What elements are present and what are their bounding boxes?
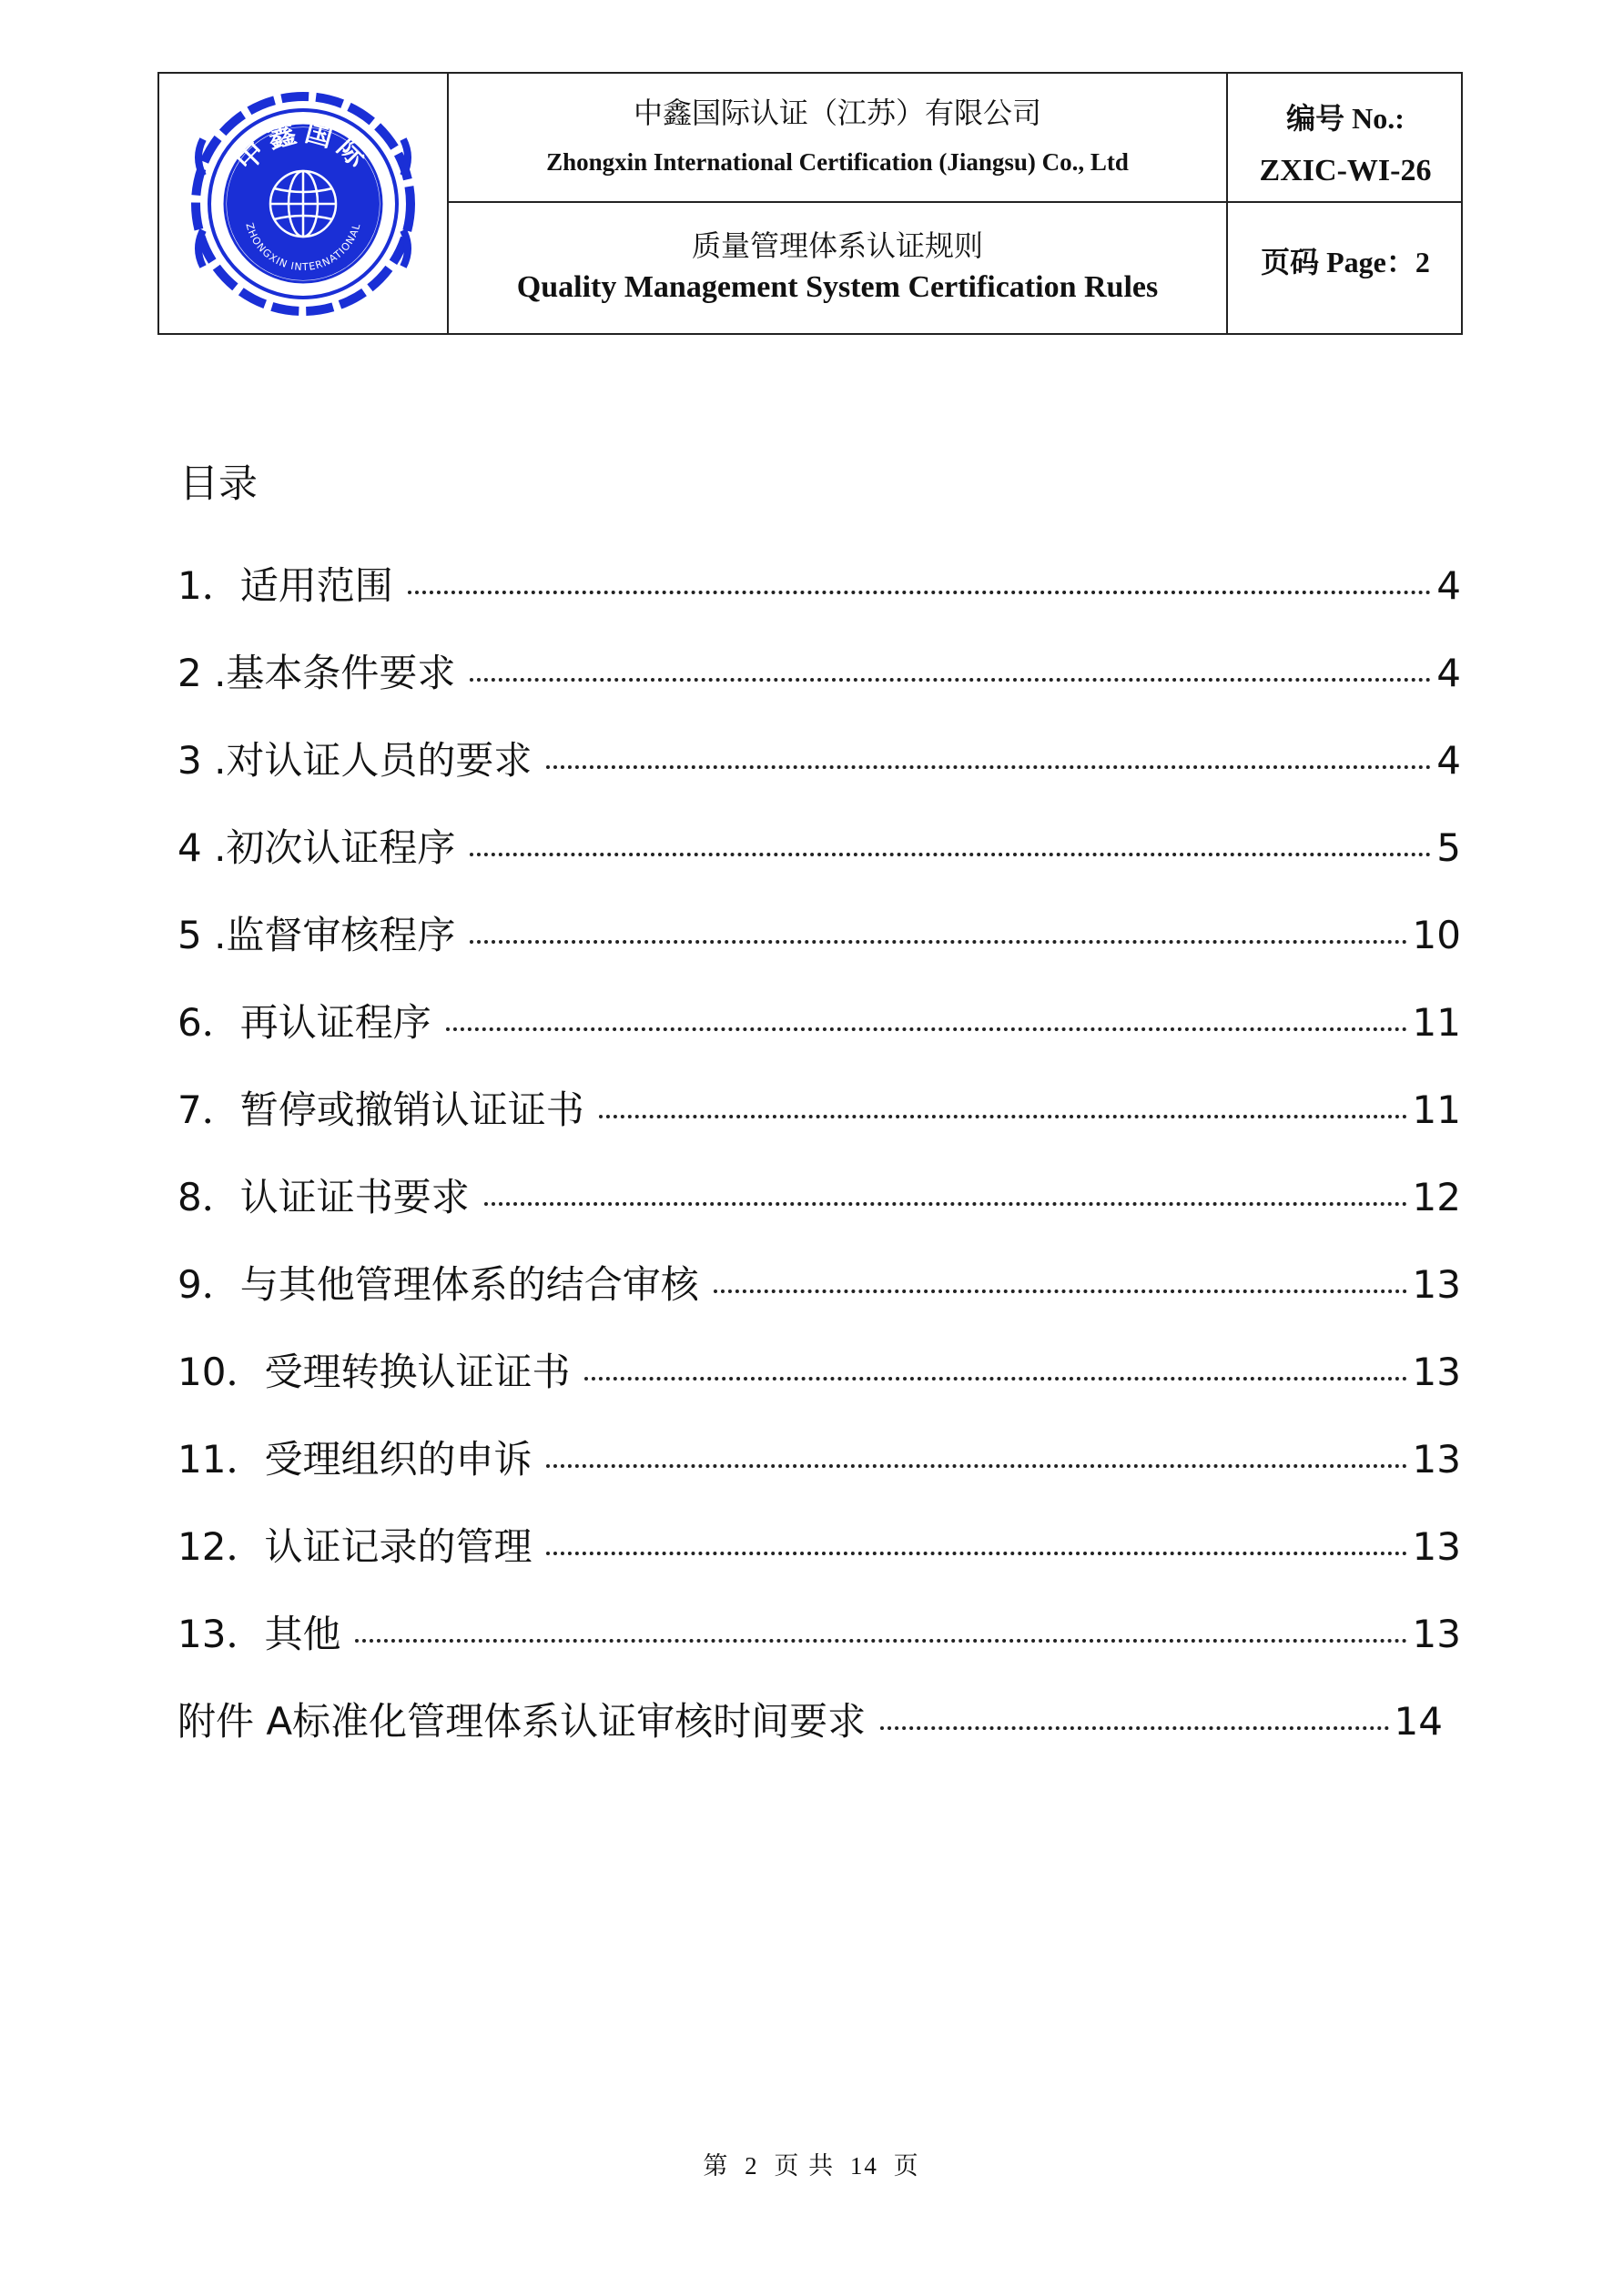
- toc-entry-label: 7．暂停或撤销认证证书: [178, 1087, 584, 1132]
- toc-entry-page: 13: [1412, 1612, 1461, 1656]
- footer-total-pages: 14: [849, 2152, 878, 2180]
- toc-leader-dots: [355, 1639, 1406, 1643]
- document-number-label: 编号 No.:: [1286, 102, 1405, 135]
- toc-entry-label: 8．认证证书要求: [178, 1175, 470, 1219]
- toc-leader-dots: [470, 853, 1431, 856]
- toc-entry-label: 13．其他: [178, 1612, 341, 1656]
- footer-suffix: 页: [893, 2152, 920, 2180]
- footer-current-page: 2: [745, 2152, 759, 2180]
- toc-leader-dots: [880, 1726, 1388, 1730]
- toc-entry[interactable]: [178, 1503, 1461, 1591]
- document-number-value: ZXIC-WI-26: [1259, 154, 1432, 187]
- toc-title: 目录: [179, 461, 258, 507]
- toc-entry-page: 4: [1436, 738, 1461, 783]
- toc-entry-page: 11: [1412, 1087, 1461, 1132]
- page-number-label: 页码 Page：2: [1261, 246, 1430, 278]
- toc-entry[interactable]: [178, 1067, 1461, 1154]
- document-header: [157, 72, 1463, 335]
- toc-leader-dots: [599, 1115, 1407, 1118]
- toc-entry[interactable]: [178, 979, 1461, 1067]
- page-number-cell: [1228, 203, 1463, 335]
- table-of-contents: [178, 542, 1461, 1765]
- toc-entry[interactable]: [178, 1678, 1443, 1765]
- toc-entry[interactable]: [178, 630, 1461, 717]
- document-title-cell: [449, 203, 1228, 335]
- toc-entry-label: 2 .基本条件要求: [178, 651, 456, 695]
- logo-cell: [159, 74, 449, 333]
- page-footer: [0, 2146, 1623, 2181]
- toc-entry-page: 13: [1412, 1437, 1461, 1482]
- document-number-cell: [1228, 74, 1463, 203]
- toc-entry-label: 9．与其他管理体系的结合审核: [178, 1262, 699, 1307]
- toc-entry[interactable]: [178, 1329, 1461, 1416]
- toc-entry-page: 10: [1412, 913, 1461, 957]
- toc-entry-page: 4: [1436, 651, 1461, 695]
- toc-leader-dots: [584, 1377, 1406, 1381]
- toc-entry-label: 5 .监督审核程序: [178, 913, 456, 957]
- toc-leader-dots: [714, 1290, 1407, 1293]
- toc-leader-dots: [546, 765, 1431, 769]
- toc-entry-page: 4: [1436, 563, 1461, 608]
- company-name-cn: 中鑫国际认证（江苏）有限公司: [633, 96, 1041, 130]
- toc-entry-page: 12: [1412, 1175, 1461, 1219]
- toc-leader-dots: [470, 940, 1406, 944]
- company-name-en: Zhongxin International Certification (Jiangsu) Co., Ltd: [546, 148, 1129, 176]
- toc-entry-label: 6．再认证程序: [178, 1000, 431, 1045]
- toc-entry-label: 11．受理组织的申诉: [178, 1437, 533, 1482]
- toc-entry-page: 13: [1412, 1524, 1461, 1569]
- toc-leader-dots: [470, 678, 1431, 682]
- toc-entry[interactable]: [178, 1416, 1461, 1503]
- toc-entry-label: 附件 A标准化管理体系认证审核时间要求: [178, 1699, 867, 1744]
- toc-entry-label: 12．认证记录的管理: [178, 1524, 533, 1569]
- toc-entry[interactable]: [178, 1241, 1461, 1329]
- toc-entry-label: 3 .对认证人员的要求: [178, 738, 533, 783]
- toc-leader-dots: [446, 1027, 1407, 1031]
- toc-entry-label: 4 .初次认证程序: [178, 825, 456, 870]
- company-cell: [449, 74, 1228, 203]
- toc-leader-dots: [484, 1202, 1407, 1206]
- document-title-cn: 质量管理体系认证规则: [691, 228, 983, 263]
- toc-entry-page: 14: [1394, 1699, 1443, 1744]
- toc-entry-page: 11: [1412, 1000, 1461, 1045]
- toc-leader-dots: [408, 591, 1432, 594]
- toc-leader-dots: [546, 1464, 1406, 1468]
- toc-entry-page: 13: [1412, 1350, 1461, 1394]
- footer-prefix: 第: [703, 2152, 730, 2180]
- toc-entry[interactable]: [178, 1591, 1461, 1678]
- toc-entry-page: 13: [1412, 1262, 1461, 1307]
- toc-entry[interactable]: [178, 892, 1461, 979]
- logo-text-cn: 中鑫国际: [229, 116, 377, 177]
- toc-entry[interactable]: [178, 717, 1461, 804]
- company-logo: [176, 85, 431, 323]
- toc-entry[interactable]: [178, 1154, 1461, 1241]
- footer-middle: 页 共: [774, 2152, 836, 2180]
- toc-entry-label: 1．适用范围: [178, 563, 393, 608]
- toc-entry[interactable]: [178, 804, 1461, 892]
- toc-entry-page: 5: [1436, 825, 1461, 870]
- toc-entry-label: 10．受理转换认证证书: [178, 1350, 571, 1394]
- logo-text-en: ZHONGXIN INTERNATIONAL: [243, 221, 363, 274]
- toc-entry[interactable]: [178, 542, 1461, 630]
- document-title-en: Quality Management System Certification Rules: [516, 270, 1159, 304]
- toc-leader-dots: [546, 1552, 1406, 1555]
